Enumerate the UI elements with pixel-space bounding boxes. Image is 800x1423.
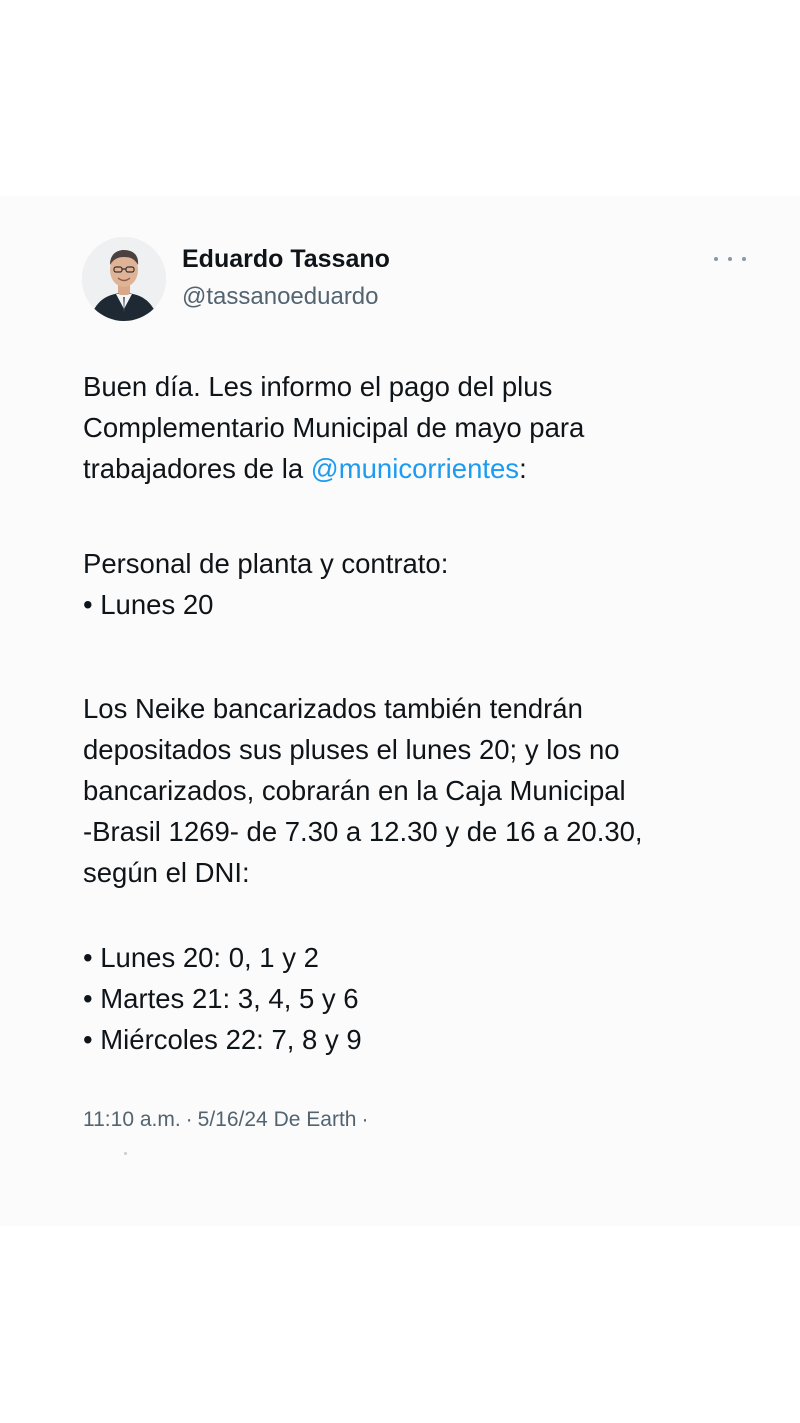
tweet-text-fragment: : (519, 453, 527, 484)
profile-photo-icon (82, 237, 166, 321)
tweet-intro (83, 366, 733, 489)
more-options-button[interactable] (714, 248, 746, 270)
tweet-text-line: Complementario Municipal de mayo para (83, 412, 585, 443)
tweet-meta (83, 1108, 373, 1132)
meta-separator: · (361, 1108, 369, 1131)
tweet-text-line: bancarizados, cobrarán en la Caja Municipal (83, 775, 626, 806)
tweet-text-line: según el DNI: (83, 857, 250, 888)
mention-link[interactable]: @municorrientes (310, 453, 520, 484)
tweet-schedule-list (83, 937, 733, 1060)
more-horizontal-icon (742, 257, 746, 261)
list-item: • Lunes 20: 0, 1 y 2 (83, 942, 319, 973)
tweet-date[interactable]: 5/16/24 (197, 1108, 268, 1131)
tweet-text-line: -Brasil 1269- de 7.30 a 12.30 y de 16 a 20.30, (83, 816, 643, 847)
section-heading: Personal de planta y contrato: (83, 548, 449, 579)
tweet-text-line: depositados sus pluses el lunes 20; y los no (83, 734, 620, 765)
tweet-text-fragment: trabajadores de la (83, 453, 311, 484)
tweet-neike-section (83, 688, 733, 893)
divider (124, 1152, 127, 1155)
author-handle[interactable]: @tassanoeduardo (182, 283, 379, 310)
avatar[interactable] (82, 237, 166, 321)
meta-separator: · (185, 1108, 193, 1131)
more-horizontal-icon (714, 257, 718, 261)
list-item: • Lunes 20 (83, 589, 214, 620)
tweet-text-line: Buen día. Les informo el pago del plus (83, 371, 553, 402)
tweet-source: De Earth (273, 1108, 357, 1131)
author-name[interactable]: Eduardo Tassano (182, 245, 390, 273)
tweet-text-line (83, 448, 733, 489)
tweet-text-line: Los Neike bancarizados también tendrán (83, 693, 583, 724)
list-item: • Martes 21: 3, 4, 5 y 6 (83, 983, 359, 1014)
tweet-staff-section (83, 543, 733, 625)
list-item: • Miércoles 22: 7, 8 y 9 (83, 1024, 362, 1055)
tweet-time[interactable]: 11:10 a.m. (83, 1108, 181, 1131)
more-horizontal-icon (728, 257, 732, 261)
